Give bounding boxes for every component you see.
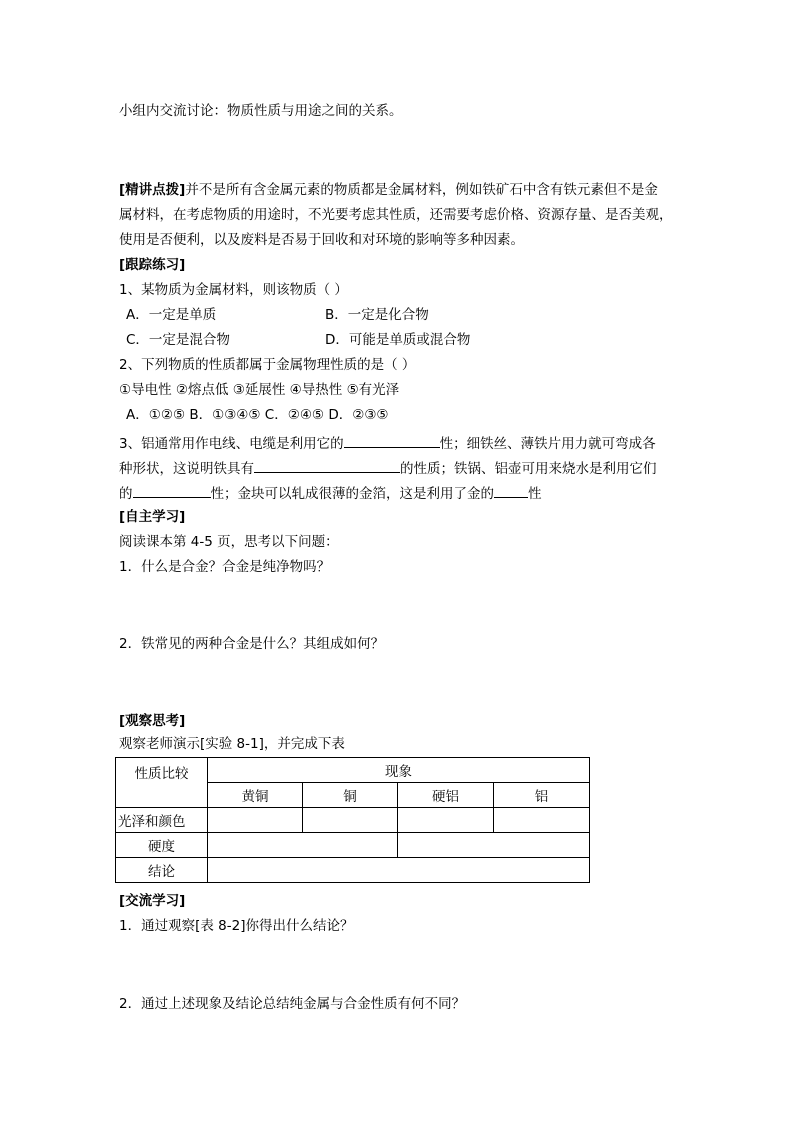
table-header-row <box>116 758 590 783</box>
practice-q1-option-d: D．可能是单质或混合物 <box>325 332 471 348</box>
answer-cell[interactable] <box>398 833 590 858</box>
practice-q2-props: ①导电性 ②熔点低 ③延展性 ④导热性 ⑤有光泽 <box>119 382 400 398</box>
practice-q1-stem: 1、某物质为金属材料，则该物质（ ） <box>119 282 348 298</box>
q3-text-5: 的 <box>119 486 133 502</box>
observe-intro: 观察老师演示[实验 8-1]，并完成下表 <box>119 736 345 752</box>
practice-q1-option-c: C．一定是混合物 <box>126 332 230 348</box>
explain-line-1 <box>119 181 658 199</box>
exchange-q1: 1．通过观察[表 8-2]你得出什么结论？ <box>119 918 354 934</box>
q3-text-4: 的性质；铁锅、铝壶可用来烧水是利用它们 <box>400 461 657 477</box>
explain-line-2: 属材料，在考虑物质的用途时，不光要考虑其性质，还需要考虑价格、资源存量、是否美观， <box>119 207 673 223</box>
answer-cell[interactable] <box>208 833 398 858</box>
practice-q2-choices: A．①②⑤ B．①③④⑤ C．②④⑤ D．②③⑤ <box>126 407 389 423</box>
selfstudy-intro: 阅读课本第 4-5 页，思考以下问题： <box>119 534 339 550</box>
answer-blank-4[interactable] <box>494 483 528 498</box>
selfstudy-q1: 1．什么是合金？合金是纯净物吗？ <box>119 559 331 575</box>
practice-q3-line-1 <box>119 433 656 453</box>
practice-q3-line-2 <box>119 458 657 478</box>
answer-cell[interactable] <box>208 858 590 883</box>
table-row <box>116 858 590 883</box>
q3-text-7: 性 <box>528 486 542 502</box>
material-header: 黄铜 <box>208 783 303 808</box>
table-corner-cell: 性质比较 <box>116 758 208 808</box>
material-header: 硬铝 <box>398 783 494 808</box>
row-label: 硬度 <box>116 833 208 858</box>
observe-heading: [观察思考] <box>119 713 186 729</box>
table-row <box>116 833 590 858</box>
answer-cell[interactable] <box>398 808 494 833</box>
exchange-q2: 2．通过上述现象及结论总结纯金属与合金性质有何不同？ <box>119 996 466 1012</box>
answer-cell[interactable] <box>303 808 398 833</box>
material-header: 铝 <box>494 783 590 808</box>
answer-cell[interactable] <box>494 808 590 833</box>
row-label: 结论 <box>116 858 208 883</box>
practice-heading: [跟踪练习] <box>119 257 186 273</box>
table-row <box>116 808 590 833</box>
practice-q1-option-b: B．一定是化合物 <box>325 307 429 323</box>
q3-text-6: 性；金块可以轧成很薄的金箔，这是利用了金的 <box>210 486 494 502</box>
q3-text-3: 种形状，这说明铁具有 <box>119 461 254 477</box>
q3-text-1: 3、铝通常用作电线、电缆是利用它的 <box>119 436 344 452</box>
observation-table <box>115 757 590 883</box>
selfstudy-q2: 2．铁常见的两种合金是什么？其组成如何？ <box>119 636 385 652</box>
exchange-heading: [交流学习] <box>119 893 186 909</box>
explain-text-1: 并不是所有含金属元素的物质都是金属材料，例如铁矿石中含有铁元素但不是金 <box>185 182 658 198</box>
answer-blank-1[interactable] <box>344 433 440 448</box>
row-label: 光泽和颜色 <box>116 808 208 833</box>
practice-q1-option-a: A．一定是单质 <box>126 307 217 323</box>
answer-blank-2[interactable] <box>254 458 400 473</box>
practice-q2-stem: 2、下列物质的性质都属于金属物理性质的是（ ） <box>119 357 416 373</box>
selfstudy-heading: [自主学习] <box>119 509 186 525</box>
practice-q3-line-3 <box>119 483 542 503</box>
discussion-text: 小组内交流讨论：物质性质与用途之间的关系。 <box>119 103 403 119</box>
explain-line-3: 使用是否便利，以及废料是否易于回收和对环境的影响等多种因素。 <box>119 232 524 248</box>
q3-text-2: 性；细铁丝、薄铁片用力就可弯成各 <box>439 436 656 452</box>
answer-blank-3[interactable] <box>133 483 211 498</box>
table-phenomenon-header: 现象 <box>208 758 590 783</box>
answer-cell[interactable] <box>208 808 303 833</box>
explain-tag: [精讲点拨] <box>119 182 186 198</box>
material-header: 铜 <box>303 783 398 808</box>
